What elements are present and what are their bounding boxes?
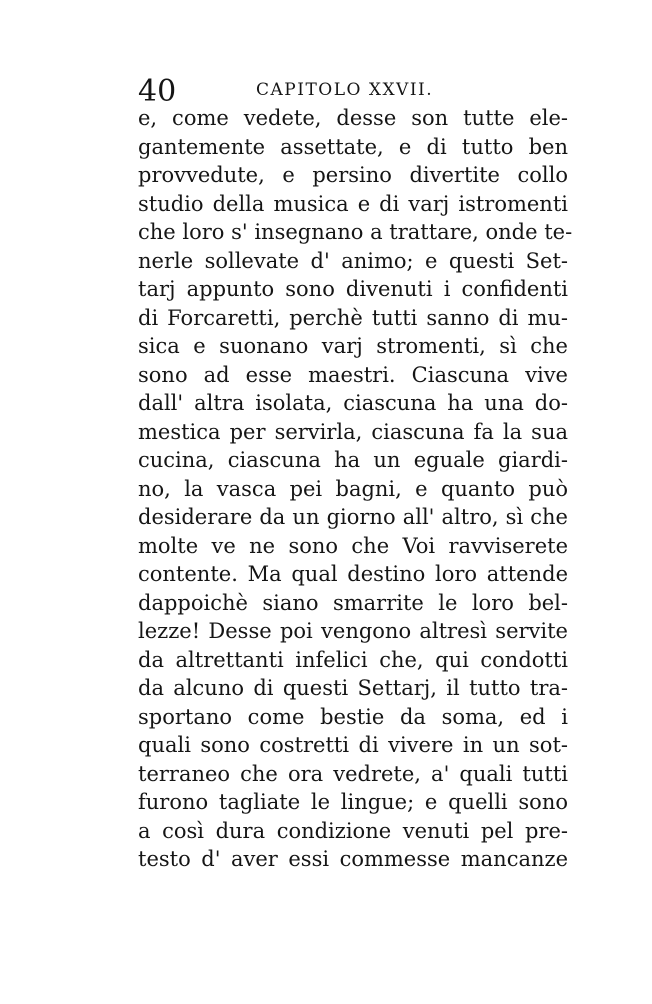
text-line: nerle sollevate d' animo; e questi Set- bbox=[138, 248, 568, 273]
text-line: terraneo che ora vedrete, a' quali tutti bbox=[138, 761, 568, 786]
body-text bbox=[138, 104, 573, 874]
text-line: a così dura condizione venuti pel pre- bbox=[138, 818, 568, 843]
text-line: provvedute, e persino divertite collo bbox=[138, 163, 568, 187]
text-line: testo d' aver essi commesse mancanze bbox=[138, 847, 568, 871]
text-line: furono tagliate le lingue; e quelli sono bbox=[138, 790, 568, 814]
text-line: cucina, ciascuna ha un eguale giardi- bbox=[138, 448, 568, 472]
text-line: che loro s' insegnano a trattare, onde te- bbox=[138, 220, 573, 244]
text-line: da alcuno di questi Settarj, il tutto tra- bbox=[138, 676, 568, 700]
text-line: gantemente assettate, e di tutto ben bbox=[138, 134, 568, 159]
text-line: da altrettanti infelici che, qui condotti bbox=[138, 647, 568, 672]
text-line: contente. Ma qual destino loro attende bbox=[138, 562, 568, 586]
text-line: quali sono costretti di vivere in un sot- bbox=[138, 733, 568, 757]
text-line: lezze! Desse poi vengono altresì servite bbox=[138, 619, 568, 643]
text-line: no, la vasca pei bagni, e quanto può bbox=[138, 476, 568, 501]
text-line: studio della musica e di varj istromenti bbox=[138, 191, 568, 216]
text-line: sono ad esse maestri. Ciascuna vive bbox=[138, 362, 568, 387]
page-number: 40 bbox=[138, 74, 177, 109]
text-line: sportano come bestie da soma, ed i bbox=[138, 704, 568, 729]
text-line: dall' altra isolata, ciascuna ha una do- bbox=[138, 391, 568, 415]
text-line: molte ve ne sono che Voi ravviserete bbox=[138, 533, 568, 558]
text-line: sica e suonano varj stromenti, sì che bbox=[138, 334, 568, 358]
text-line: di Forcaretti, perchè tutti sanno di mu- bbox=[138, 305, 568, 330]
text-line: e, come vedete, desse son tutte ele- bbox=[138, 106, 568, 130]
text-line: mestica per servirla, ciascuna fa la sua bbox=[138, 419, 568, 444]
text-line: desiderare da un giorno all' altro, sì che bbox=[138, 505, 568, 529]
text-line: dappoichè siano smarrite le loro bel- bbox=[138, 590, 568, 615]
chapter-title: CAPITOLO XXVII. bbox=[256, 80, 434, 100]
text-line: tarj appunto sono divenuti i confidenti bbox=[138, 277, 568, 301]
